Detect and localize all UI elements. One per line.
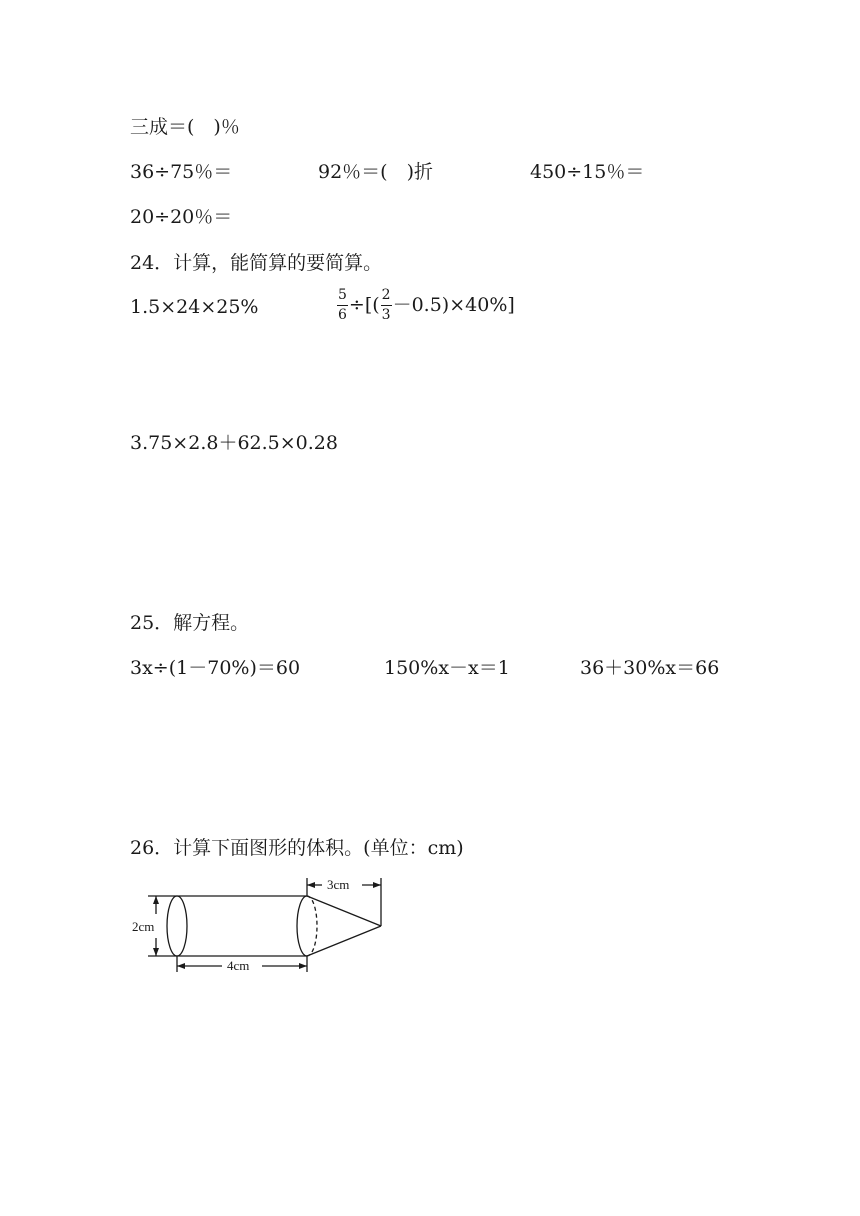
fraction-denominator: 6 — [338, 306, 347, 323]
conversion-item-4: 450÷15％＝ — [530, 161, 645, 183]
fraction-numerator: 5 — [338, 287, 347, 303]
q25-heading: 25．解方程。 — [130, 612, 250, 634]
q24-expression-1: 1.5×24×25% — [130, 296, 259, 318]
expression-text: ÷[( — [348, 293, 380, 316]
fraction-2-3 — [381, 288, 392, 322]
conversion-item-1: 三成＝( )％ — [130, 116, 240, 138]
diameter-label: 2cm — [132, 919, 155, 934]
q25-equation-2: 150%x－x＝1 — [384, 657, 510, 679]
cylinder-cone-figure — [126, 870, 396, 985]
conversion-item-2: 36÷75％＝ — [130, 161, 233, 183]
q24-expression-3: 3.75×2.8＋62.5×0.28 — [130, 432, 338, 454]
q24-expression-2 — [336, 288, 515, 322]
fraction-numerator: 2 — [381, 287, 391, 303]
fraction-bar — [381, 305, 392, 306]
q25-equation-1: 3x÷(1－70%)＝60 — [130, 657, 301, 679]
conversion-item-5: 20÷20％＝ — [130, 206, 233, 228]
q25-equation-3: 36＋30%x＝66 — [580, 657, 720, 679]
fraction-5-6 — [337, 288, 348, 322]
q26-heading: 26．计算下面图形的体积。(单位：cm) — [130, 837, 464, 859]
q24-heading: 24．计算，能简算的要简算。 — [130, 252, 383, 274]
fraction-bar — [337, 305, 348, 306]
cone-height-label: 3cm — [327, 877, 350, 892]
conversion-item-3: 92％＝( )折 — [318, 161, 434, 183]
expression-text: －0.5)×40%] — [392, 293, 515, 316]
fraction-denominator: 3 — [381, 306, 391, 323]
cylinder-length-label: 4cm — [227, 958, 250, 973]
